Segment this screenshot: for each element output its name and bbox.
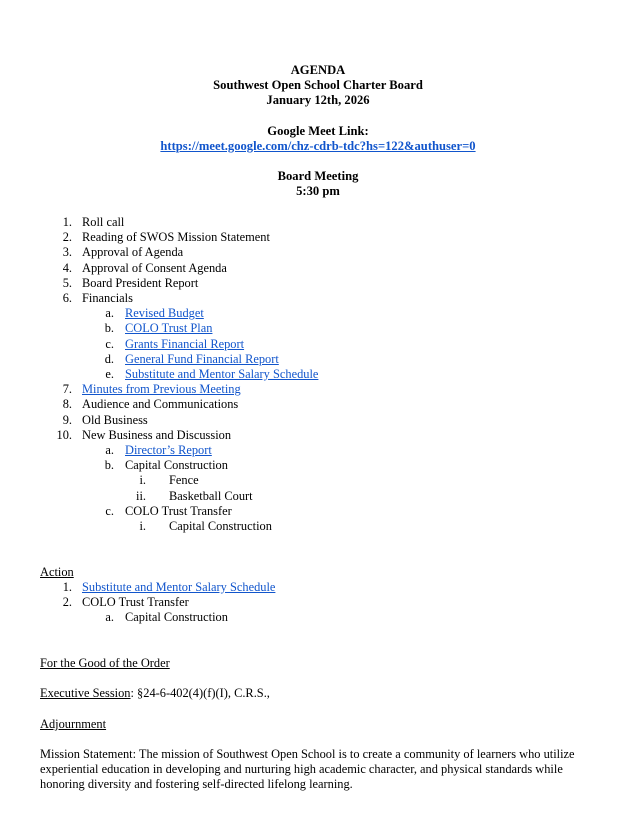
good-of-order-heading: For the Good of the Order xyxy=(40,656,170,670)
item-text: COLO Trust Transfer xyxy=(82,595,189,609)
item-text: Fence xyxy=(169,473,199,487)
meet-link-container xyxy=(0,139,636,154)
meeting-time: 5:30 pm xyxy=(296,184,340,198)
action-heading: Action xyxy=(40,565,74,579)
item-number: 1. xyxy=(62,580,72,594)
item-number: 7. xyxy=(62,382,72,396)
item-letter: c. xyxy=(105,337,114,351)
item-letter: b. xyxy=(104,458,114,472)
grants-financial-report-link[interactable]: Grants Financial Report xyxy=(125,337,245,351)
executive-session-text: : §24-6-402(4)(f)(I), C.R.S., xyxy=(130,686,270,700)
item-letter: a. xyxy=(105,443,114,457)
item-letter: e. xyxy=(105,367,114,381)
item-number: 1. xyxy=(62,215,72,229)
item-letter: a. xyxy=(105,610,114,624)
directors-report-link[interactable]: Director’s Report xyxy=(125,443,212,457)
adjournment-heading: Adjournment xyxy=(40,717,107,731)
executive-session-label: Executive Session xyxy=(40,686,131,700)
item-number: 2. xyxy=(62,595,72,609)
item-letter: b. xyxy=(104,321,114,335)
meet-link-label: Google Meet Link: xyxy=(267,124,369,138)
item-text: Capital Construction xyxy=(125,610,228,624)
item-text: New Business and Discussion xyxy=(82,428,232,442)
minutes-link[interactable]: Minutes from Previous Meeting xyxy=(82,382,241,396)
item-text: Basketball Court xyxy=(169,489,253,503)
item-number: 9. xyxy=(62,413,72,427)
item-roman: i. xyxy=(139,473,146,487)
item-letter: d. xyxy=(104,352,114,366)
item-text: Financials xyxy=(82,291,133,305)
item-text: Approval of Agenda xyxy=(82,245,184,259)
meeting-title: Board Meeting xyxy=(277,169,359,183)
revised-budget-link[interactable]: Revised Budget xyxy=(125,306,204,320)
item-text: Capital Construction xyxy=(125,458,228,472)
item-text: Roll call xyxy=(82,215,125,229)
item-letter: c. xyxy=(105,504,114,518)
item-number: 2. xyxy=(62,230,72,244)
item-number: 5. xyxy=(62,276,72,290)
item-text: Old Business xyxy=(82,413,148,427)
colo-trust-plan-link[interactable]: COLO Trust Plan xyxy=(125,321,213,335)
item-roman: ii. xyxy=(136,489,146,503)
agenda-title: AGENDA xyxy=(290,63,346,77)
org-name: Southwest Open School Charter Board xyxy=(213,78,423,92)
general-fund-report-link[interactable]: General Fund Financial Report xyxy=(125,352,279,366)
salary-schedule-link[interactable]: Substitute and Mentor Salary Schedule xyxy=(125,367,319,381)
action-salary-schedule-link[interactable]: Substitute and Mentor Salary Schedule xyxy=(82,580,276,594)
item-text: Capital Construction xyxy=(169,519,272,533)
executive-session xyxy=(40,686,270,701)
item-text: Audience and Communications xyxy=(82,397,239,411)
item-number: 8. xyxy=(62,397,72,411)
item-number: 6. xyxy=(62,291,72,305)
item-text: Board President Report xyxy=(82,276,199,290)
item-number: 10. xyxy=(56,428,72,442)
item-text: COLO Trust Transfer xyxy=(125,504,232,518)
item-letter: a. xyxy=(105,306,114,320)
item-roman: i. xyxy=(139,519,146,533)
item-text: Approval of Consent Agenda xyxy=(82,261,227,275)
meeting-date: January 12th, 2026 xyxy=(266,93,370,107)
meet-link[interactable]: https://meet.google.com/chz-cdrb-tdc?hs=122&authuser=0 xyxy=(160,139,476,153)
item-text: Reading of SWOS Mission Statement xyxy=(82,230,270,244)
item-number: 3. xyxy=(62,245,72,259)
mission-statement: Mission Statement: The mission of Southwest Open School is to create a community of learners who utilize experiential education in developing and nurturing high academic character, and physical standards while honoring diversity and fostering self-directed lifelong learning. xyxy=(40,747,575,791)
item-number: 4. xyxy=(62,261,72,275)
